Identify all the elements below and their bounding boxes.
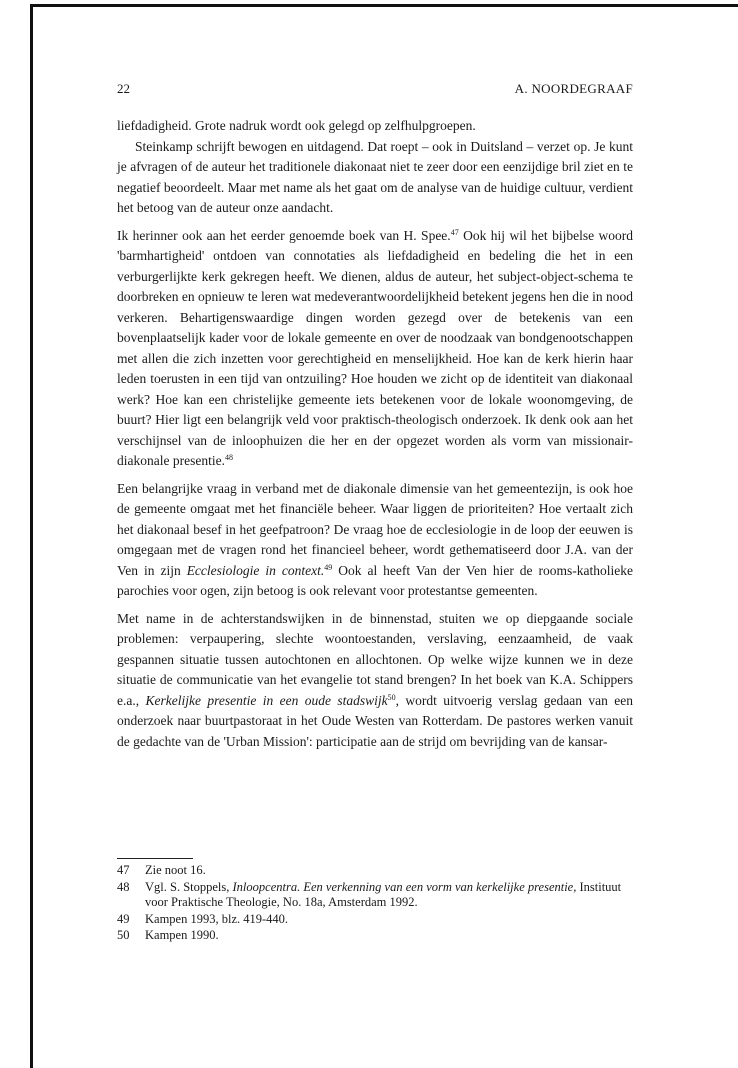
paragraph-1-text: liefdadigheid. Grote nadruk wordt ook gelegd op zelfhulpgroepen. (117, 118, 476, 133)
footnote-ref-50: 50 (387, 692, 396, 702)
footnote-48-rest: Instituut voor Praktische Theologie, No. 18a, Amsterdam 1992. (145, 879, 622, 909)
footnotes (117, 863, 633, 945)
paragraph-2 (117, 137, 633, 219)
page-number: 22 (117, 81, 130, 96)
footnote-47 (117, 863, 633, 879)
footnote-number: 50 (117, 928, 130, 942)
footnote-rule (117, 858, 193, 859)
paragraph-5-text-a: Met name in de achterstandswijken in de binnenstad, stuiten we op diepgaande sociale problemen: verpaupering, slechte woontoestanden, verslaving, eenzaamheid, de vaak gespannen situatie tussen autochtonen en allochtonen. Op welke wijze kunnen we in deze situatie de communicatie van het evangelie tot stand brengen? In het boek van K.A. Schippers e.a., (117, 610, 633, 708)
footnote-50 (117, 928, 633, 944)
paragraph-3-text-b: Ook hij wil het bijbelse woord 'barmhartigheid' ontdoen van connotaties als liefdadigheid en bedeling die het in een verburgerlijkte kerk gekregen heeft. We dienen, aldus de auteur, het subject-object-schema te doorbreken en opnieuw te leren wat medeverantwoordelijkheid betekent jegens hen die in nood verkeren. Behartigenswaardige dingen worden gezegd over de betekenis van een bovenplaatselijk kader voor de lokale gemeente en over de noodzaak van bondgenootschappen met allen die zich inzetten voor gerechtigheid en menselijkheid. Hoe kan de kerk hierin haar leden toerusten in een tijd van ontzuiling? Hoe houden we zicht op de identiteit van diakonaal werk? Hoe kan een christelijke gemeente iets betekenen voor de lokale woonomgeving, de buurt? Hier ligt een belangrijk veld voor praktisch-theologisch onderzoek. Ik denk ook aan het verschijnsel van de inloophuizen die her en der opgezet worden als vorm van missionair-diakonale presentie. (117, 227, 634, 468)
running-title: A. NOORDEGRAAF (514, 81, 633, 96)
paragraph-5-text-b: , wordt uitvoerig verslag gedaan van een onderzoek naar buurtpastoraat in het Oude Westen van Rotterdam. De pastores werken vanuit de gedachte van de 'Urban Mission': participatie aan de strijd om bevrijding van de kansar- (117, 692, 634, 749)
footnote-text: Kampen 1990. (145, 928, 219, 942)
paragraph-3 (117, 226, 633, 472)
page-header (117, 81, 633, 99)
paragraph-4-text-b: Ook al heeft Van der Ven hier de rooms-katholieke parochies voor ogen, zijn betoog is ook relevant voor protestantse gemeenten. (117, 562, 633, 598)
footnote-text: Kampen 1993, blz. 419-440. (145, 911, 289, 926)
page-border-top (30, 4, 738, 7)
footnote-ref-47: 47 (450, 227, 459, 237)
footnote-ref-48: 48 (224, 453, 233, 462)
footnote-48-title: Inloopcentra. Een verkenning van een vorm van kerkelijke presentie, (232, 879, 577, 894)
body-text (117, 116, 633, 752)
paragraph-3-text-a: Ik herinner ook aan het eerder genoemde boek van H. Spee. (117, 227, 451, 243)
footnote-number: 49 (117, 911, 130, 926)
footnote-number: 47 (117, 863, 130, 877)
footnote-text (145, 880, 633, 911)
page-border-left (30, 4, 33, 1068)
paragraph-1 (117, 116, 633, 137)
paragraph-4-text-a: Een belangrijke vraag in verband met de diakonale dimensie van het gemeentezijn, is ook hoe de gemeente omgaat met het financiële beheer. Waar liggen de prioriteiten? Hoe vertaalt zich het diakonaal besef in het geefpatroon? De vraag hoe de ecclesiologie in de loop der eeuwen is omgegaan met de vragen rond het financieel beheer, wordt gethematiseerd door J.A. van der Ven in zijn (117, 480, 633, 578)
footnote-48-prefix: Vgl. S. Stoppels, (145, 879, 233, 894)
footnote-text: Zie noot 16. (145, 863, 206, 877)
footnote-ref-49: 49 (324, 562, 333, 572)
paragraph-4 (117, 479, 633, 602)
footnote-48 (117, 880, 633, 911)
book-title-kerkelijke-presentie: Kerkelijke presentie in een oude stadswijk (145, 692, 388, 708)
footnote-number: 48 (117, 879, 130, 894)
book-title-ecclesiologie: Ecclesiologie in context. (186, 562, 325, 578)
paragraph-5 (117, 609, 633, 753)
footnote-49 (117, 912, 633, 928)
paragraph-2-text: Steinkamp schrijft bewogen en uitdagend. Dat roept – ook in Duitsland – verzet op. Je kunt je afvragen of de auteur het traditionele diakonaat niet te zeer door een eenzijdige bril ziet en te negatief beoordeelt. Maar met name als het gaat om de analyse van de huidige cultuur, verdient het betoog van de auteur onze aandacht. (117, 138, 633, 215)
